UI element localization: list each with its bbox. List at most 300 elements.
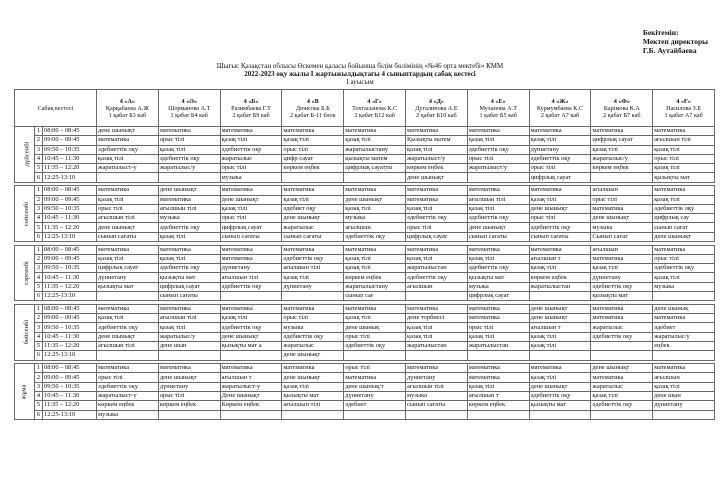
subject-cell: математика [220,254,282,263]
subject-cell [282,292,344,301]
subject-cell: қызықты мат [282,392,344,401]
lesson-time: 12:25-13:10 [43,351,97,360]
subject-cell: көркем еңбек [406,164,468,173]
table-row [15,186,715,195]
lesson-number: 4 [35,392,43,401]
table-row [15,145,715,154]
subject-cell: Қызықты матем [406,136,468,145]
subject-cell: математика [158,195,220,204]
lesson-time: 11:35 – 12:20 [43,282,97,291]
subject-cell: математика [467,127,529,136]
subject-cell: Сынып сағат [591,232,653,241]
day-name: сәрсенбі [22,261,30,285]
subject-cell: әдебиеттік оқу [220,323,282,332]
subject-cell: жаратылыст-у [97,164,159,173]
lesson-number: 5 [35,223,43,232]
subject-cell: қазақ тілі [591,392,653,401]
lesson-time: 09:50 – 10:35 [43,145,97,154]
subject-cell: орыс тілі [282,145,344,154]
class-name: 4 «Ә» [181,97,197,105]
lesson-time: 12:25-13:10 [43,173,97,182]
table-row [15,164,715,173]
subject-cell: қазақ тілі [406,254,468,263]
class-header [344,90,406,127]
subject-cell [406,292,468,301]
lesson-number: 2 [35,254,43,263]
subject-cell: әдебиеттік оқу [529,154,591,163]
subject-cell: дене шынықт [653,232,715,241]
class-room: 2 қабат Б12 каб [354,111,395,119]
subject-cell: қазақ тілі [591,264,653,273]
table-row [15,195,715,204]
subject-cell: математика [158,304,220,313]
subject-cell: жаратылыс [591,323,653,332]
subject-cell: математика [591,127,653,136]
subject-cell: әдебиеттік оқу [282,332,344,341]
subject-cell: математика [467,364,529,373]
lesson-time: 11:35 – 12:20 [43,342,97,351]
subject-cell: музыка [591,223,653,232]
subject-cell: дене торбиесі [406,314,468,323]
subject-cell: қазақ тілі [344,264,406,273]
subject-cell: әдебиет [653,323,715,332]
subject-cell: математика [220,245,282,254]
subject-cell: еңбек [653,342,715,351]
subject-cell: математика [653,245,715,254]
subject-cell: әдебиеттік оқу [529,223,591,232]
subject-cell: ағылшын [344,223,406,232]
lesson-number: 5 [35,282,43,291]
subject-cell: математика [97,136,159,145]
class-name: 4 «Е» [490,97,506,105]
subject-cell: қазақ тілі [220,204,282,213]
subject-cell: ағылшын [591,245,653,254]
day-label [15,364,35,420]
subject-cell [344,351,406,360]
subject-cell: әдебиет оқу [282,204,344,213]
class-header [158,90,220,127]
table-row [15,342,715,351]
subject-cell [282,410,344,419]
subject-cell: орыс тілі [653,154,715,163]
lesson-number: 3 [35,382,43,391]
table-row [15,173,715,182]
subject-cell: әдебиеттік оқу [158,154,220,163]
subject-cell: жаратылыстан [467,342,529,351]
table-row [15,204,715,213]
subject-cell: қазақ тілі [467,382,529,391]
subject-cell: дүниетану [344,392,406,401]
subject-cell: қазақ тілі [406,332,468,341]
subject-cell: қазақ тілі [282,273,344,282]
class-name: 4 «В [306,97,319,105]
subject-cell: дүниетану [97,273,159,282]
subject-cell: дене шынықт [282,214,344,223]
subject-cell: жаратылыст/у [406,154,468,163]
lesson-time: 11:35 – 12:20 [43,401,97,410]
subject-cell: цифрлық сауатты [344,164,406,173]
subject-cell [467,410,529,419]
table-row [15,382,715,391]
table-row [15,364,715,373]
subject-cell: дене шын [158,342,220,351]
subject-cell: ағылшын т [529,323,591,332]
subject-cell [591,342,653,351]
subject-cell: қызықты мат [653,173,715,182]
subject-cell: қазақ тілі [158,323,220,332]
lesson-number: 1 [35,364,43,373]
subject-cell: сынып сағаты [220,232,282,241]
class-header [591,90,653,127]
subject-cell: қазақ тілі [591,145,653,154]
subject-cell: орыс тілі [158,392,220,401]
class-teacher: Шорманова А.Т [168,104,211,112]
subject-cell: көркем еңбек [158,401,220,410]
subject-cell [653,292,715,301]
subject-cell: орыс тілі [282,314,344,323]
subject-cell: ағылшын тілі [97,214,159,223]
subject-cell: цифрлық сауат [467,292,529,301]
subject-cell: қызықты мат [97,282,159,291]
subject-cell: жаратылыстану [344,282,406,291]
subject-cell: жаратылыс/у [591,154,653,163]
subject-cell: математика [406,127,468,136]
subject-cell: қазақ тілі [406,204,468,213]
subject-cell: цифр сауат [282,154,344,163]
subject-cell [406,410,468,419]
subject-cell: ағылшын [406,282,468,291]
subject-cell: жаратылыс [220,154,282,163]
subject-cell: қызықты мат [529,401,591,410]
subject-cell: орыс тілі [97,373,159,382]
table-row [15,351,715,360]
subject-cell: жаратылыс/у [653,332,715,341]
subject-cell: математика [406,304,468,313]
subject-cell: ағылшын тілі [282,401,344,410]
lesson-number: 3 [35,145,43,154]
subject-cell: математика [653,364,715,373]
subject-cell: математика [282,186,344,195]
subject-cell: әдебиеттік оқу [529,392,591,401]
subject-cell: дене шынықт [591,364,653,373]
table-row [15,282,715,291]
lesson-time: 08:00 – 08:45 [43,127,97,136]
subject-cell: математика [97,304,159,313]
class-header [97,90,159,127]
class-teacher: Дугалинова А.Е [415,104,458,112]
subject-cell: көркем еңбек [529,273,591,282]
subject-cell: қазақ тілі [529,342,591,351]
approval-line-3: Г.Б. Аутайбаева [642,46,697,55]
subject-cell: музыка [97,410,159,419]
subject-cell [467,351,529,360]
subject-cell: жаратылыстан [406,264,468,273]
subject-cell: математика [406,245,468,254]
subject-cell: дүниетану [220,264,282,273]
lesson-time: 08:00 – 08:45 [43,364,97,373]
subject-cell: орыс тілі [529,164,591,173]
subject-cell: ағылшын тілі [220,273,282,282]
class-teacher: Насилова З.Е [666,104,702,112]
subject-cell: қызықты мат а [220,342,282,351]
subject-cell: математика [406,195,468,204]
subject-cell: қазақ тілі [282,195,344,204]
subject-cell [97,292,159,301]
subject-cell: математика [467,186,529,195]
table-row [15,392,715,401]
lesson-time: 09:00 – 09:45 [43,254,97,263]
subject-cell: дене шынықт [529,314,591,323]
subject-cell: әдебиеттік оқу [406,214,468,223]
day-name: дүйсенбі [23,141,31,167]
lesson-time: 08:00 – 08:45 [43,186,97,195]
subject-cell: математика [220,186,282,195]
subject-cell: математика [653,127,715,136]
subject-cell: математика [653,186,715,195]
subject-cell: математика [467,245,529,254]
lesson-number: 4 [35,332,43,341]
lesson-time: 10:45 – 11:30 [43,273,97,282]
class-room: 1 қабат Б4 каб [170,111,208,119]
subject-cell: математика [591,373,653,382]
subject-cell: орыс тілі [653,254,715,263]
subject-cell: математика [158,245,220,254]
subject-cell [653,351,715,360]
lesson-number: 5 [35,401,43,410]
table-row [15,332,715,341]
subject-cell [406,351,468,360]
subject-cell: қазақ тілі [529,373,591,382]
subject-cell: дене шынықт [97,332,159,341]
subject-cell: орыс тілі [97,204,159,213]
subject-cell: математика [467,314,529,323]
subject-cell: математика [158,127,220,136]
subject-cell: қазақ тілі [529,136,591,145]
lesson-number: 3 [35,204,43,213]
subject-cell: математика [529,245,591,254]
subject-cell: әдебиеттік оқу [97,145,159,154]
subject-cell: жаратылыстану [344,145,406,154]
subject-cell: әдебиеттік оқу [406,273,468,282]
subject-cell: көркем еңбек [282,164,344,173]
lesson-time: 09:00 – 09:45 [43,136,97,145]
subject-cell: математика [97,245,159,254]
subject-cell: орыс тілі [591,195,653,204]
subject-cell: дүниетану [591,273,653,282]
class-header [220,90,282,127]
subject-cell: музыка [406,392,468,401]
subject-cell: ағылшын т [467,392,529,401]
subject-cell: цифрлық сауат [97,264,159,273]
approval-block [643,28,708,55]
subject-cell: ағылшын тілі [97,342,159,351]
subject-cell: математика [591,304,653,313]
subject-cell [529,292,591,301]
lesson-number: 5 [35,342,43,351]
subject-cell: қазақ тілі [282,382,344,391]
subject-cell: ағылшын [591,186,653,195]
subject-cell: көркем еңбек [97,401,159,410]
subject-cell: сынып сағаты [158,292,220,301]
subject-cell: ағылшын т [220,373,282,382]
subject-cell: ағылшын тілі [158,204,220,213]
subject-cell: қазақ тілі [344,314,406,323]
lesson-number: 6 [35,173,43,182]
table-row [15,223,715,232]
subject-cell: әдебиеттік оқу [220,145,282,154]
subject-cell [529,351,591,360]
subject-cell: дене шынықт [467,223,529,232]
lesson-number: 2 [35,136,43,145]
class-teacher: Разимбаева Г.Т [231,104,271,112]
subject-cell: цифрлық сауат [591,136,653,145]
subject-cell: қазақ тілі [467,254,529,263]
lesson-time: 12:25-13:10 [43,410,97,419]
subject-cell [97,351,159,360]
table-row [15,127,715,136]
subject-cell: дене шынық/т [344,382,406,391]
subject-cell: ағылшын тілі [158,314,220,323]
table-row [15,264,715,273]
subject-cell: музыка [220,173,282,182]
subject-cell: әдебиеттік оқу [282,254,344,263]
table-row [15,214,715,223]
lesson-number: 6 [35,232,43,241]
subject-cell: цифрлық сауат [529,173,591,182]
subject-cell [158,410,220,419]
subject-cell: дүниетану [282,282,344,291]
subject-cell: қазақ тілі [344,254,406,263]
subject-cell: музыка [158,214,220,223]
subject-cell: ағылшын тілі [406,382,468,391]
subject-cell: жаратылыст-у [220,382,282,391]
table-row [15,323,715,332]
subject-cell: дене шынықт [529,382,591,391]
lesson-time: 09:00 – 09:45 [43,373,97,382]
subject-cell: музыка [467,282,529,291]
table-row [15,273,715,282]
subject-cell [344,410,406,419]
lesson-time: 08:00 – 08:45 [43,245,97,254]
subject-cell: сынып сағаты [97,232,159,241]
subject-cell: музыка [282,323,344,332]
day-name: бейсенбі [23,320,31,345]
lessons-header: Сабақ кестесі [15,90,97,127]
subject-cell: дене шынықт [282,351,344,360]
subject-cell: сынып сағаты [467,232,529,241]
class-room: 2 қабат А7 каб [540,111,580,119]
subject-cell: қазақ тілі [97,254,159,263]
subject-cell [220,410,282,419]
subject-cell: сынып сағаты [282,232,344,241]
subject-cell: музыка [344,214,406,223]
subject-cell: жаратылыстан [529,282,591,291]
schedule-body [15,127,715,420]
table-row [15,232,715,241]
subject-cell: жаратылыст/у [467,164,529,173]
lesson-time: 11:35 – 12:20 [43,223,97,232]
subject-cell: математика [158,364,220,373]
class-header [467,90,529,127]
subject-cell: математика [220,127,282,136]
subject-cell: дене шын [653,392,715,401]
subject-cell: дене шынық [344,323,406,332]
subject-cell: әдебиеттік оқу [220,282,282,291]
class-teacher: Муханова А.Т [479,104,517,112]
subject-cell: дене шынық [653,304,715,313]
subject-cell: дене шынықт [529,204,591,213]
lesson-number: 6 [35,292,43,301]
subject-cell [591,351,653,360]
subject-cell: ағылшын тілі [467,195,529,204]
subject-cell: әдебиеттік оқу [591,401,653,410]
subject-cell: математика [653,314,715,323]
subject-cell: математика [97,186,159,195]
approval-line-2: Мектеп директоры [642,37,708,46]
subject-cell: математика [344,245,406,254]
lesson-time: 12:25-13:10 [43,232,97,241]
subject-cell: әдебиеттік оқу [344,232,406,241]
lesson-number: 4 [35,214,43,223]
class-room: 1 қабат Б3 каб [108,111,147,119]
class-name: 4 «Ж» [551,97,569,105]
class-room: 2 қабат Б-11 блок [289,111,336,119]
subject-cell: әдебиеттік оқу [158,264,220,273]
subject-cell: ағылшын т [529,254,591,263]
title-school: Шығыс Қазақстан облысы Өскемен қаласы бойынша білім бөлімінің «№46 орта мектебі» КММ [216,62,504,70]
day-label [15,304,35,360]
subject-cell: қызықты мат [591,292,653,301]
subject-cell: математика [406,364,468,373]
subject-cell: орыс тілі [220,214,282,223]
lesson-number: 3 [35,323,43,332]
subject-cell: математика [344,373,406,382]
class-teacher: Тохтасынова К.С [352,104,398,112]
subject-cell [282,173,344,182]
subject-cell: цифрлық сауат [158,282,220,291]
class-name: 4 «Г» [367,97,382,105]
subject-cell: орыс тілі [467,154,529,163]
subject-cell: қазақ тілі [282,136,344,145]
subject-cell: математика [467,304,529,313]
class-teacher: Курмумбаева К.С [536,104,584,112]
subject-cell: көркем еңбек [591,164,653,173]
subject-cell: әдебиеттік оқу [467,264,529,273]
lesson-number: 4 [35,273,43,282]
subject-cell: әдебиеттік оқу [467,145,529,154]
class-room: 1 қабат А7 каб [664,111,703,119]
subject-cell: қазақ тілі [529,332,591,341]
header-row [15,90,715,127]
subject-cell: сынып сағат [653,223,715,232]
subject-cell: қазақ тілі [344,204,406,213]
subject-cell: қазақ тілі [529,195,591,204]
class-header [282,90,344,127]
subject-cell: әдебиеттік оқу [653,204,715,213]
subject-cell: математика [591,254,653,263]
subject-cell: математика [282,245,344,254]
table-row [15,373,715,382]
day-label [15,245,35,301]
subject-cell: математика [467,373,529,382]
subject-cell: дене шынықт [220,332,282,341]
lesson-number: 3 [35,264,43,273]
subject-cell: әдебиеттік оқу [97,323,159,332]
class-name: 4 «А» [119,97,136,105]
subject-cell: Көркем еңбек [220,401,282,410]
subject-cell: қазақ тілі [97,154,159,163]
subject-cell: жаратылыс/у [158,332,220,341]
